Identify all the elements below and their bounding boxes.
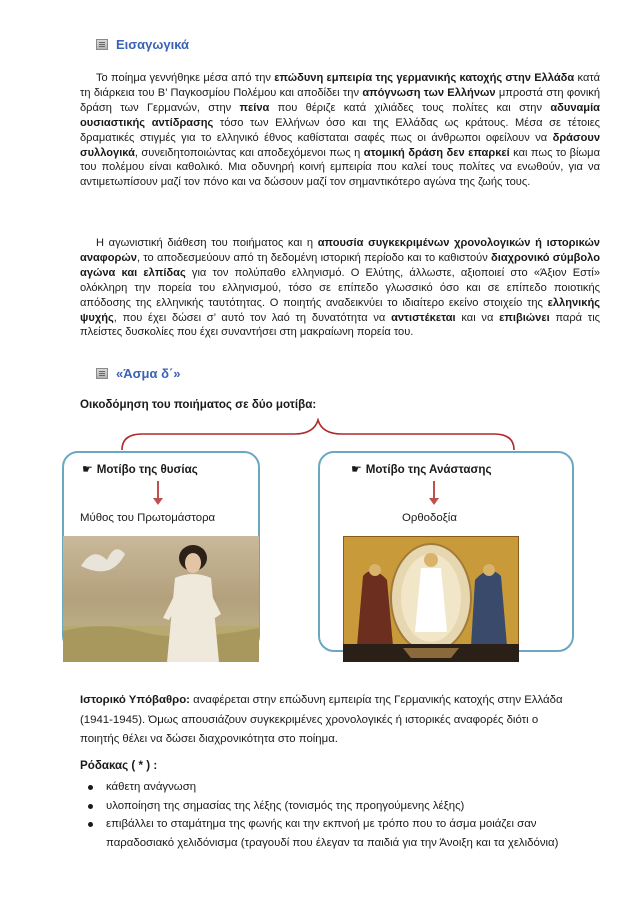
emphasis-text: αντιστέκεται <box>391 311 456 324</box>
brace-path <box>122 420 514 450</box>
emphasis-text: αδυναμία ουσιαστικής αντίδρασης <box>80 101 600 129</box>
emphasis-text: δράσουν συλλογικά <box>80 131 600 159</box>
arrow-line-right <box>433 481 435 499</box>
background-paragraph <box>80 691 580 750</box>
rodakas-list <box>82 778 602 852</box>
document-icon <box>96 39 108 50</box>
motive-sacrifice <box>82 462 198 476</box>
asma-heading <box>96 366 181 381</box>
resurrection-icon-illustration <box>343 536 519 662</box>
motive-resurrection <box>351 462 492 476</box>
paragraph-text: Η αγωνιστική διάθεση του ποιήματος και η <box>96 237 318 249</box>
emphasis-text: απουσία συγκεκριμένων χρονολογικών ή ιστορικών αναφορών <box>80 237 600 264</box>
emphasis-text: διαχρονικό σύμβολο αγώνα και ελπίδας <box>80 251 600 279</box>
background-label: Ιστορικό Υπόβαθρο: <box>80 694 190 706</box>
intro-heading <box>96 37 189 52</box>
paragraph-text: και να <box>455 311 500 324</box>
emphasis-text: απόγνωση των Ελλήνων <box>362 86 496 99</box>
pointing-hand-icon: ☛ <box>82 462 93 476</box>
prwtomastoras-illustration <box>63 536 259 662</box>
emphasis-text: επώδυνη εμπειρία της γερμανικής κατοχής στην Ελλάδα <box>274 72 575 84</box>
rodakas-heading: Ρόδακας ( * ) : <box>80 759 158 772</box>
arrow-down-icon <box>153 498 163 505</box>
brace-connector <box>118 418 518 452</box>
paragraph-text: μπροστά στη φονική δράση των Γερμανών, στην <box>80 86 600 114</box>
list-item: κάθετη ανάγνωση <box>82 778 602 797</box>
sub-resurrection: Ορθοδοξία <box>402 512 457 524</box>
paragraph-text: , συνειδητοποιώντας και αποδεχόμενοι πως η <box>134 146 364 159</box>
paragraph-text: και πως το βίωμα του πολέμου είναι καθολικό. Μια οδυνηρή κοινή εμπειρία που καλεί τους πολίτες να ενωθούν, για να αντιμετωπίσουν μαζί τον πόνο και να δώσουν μαζί τον σημαντικότερο αγώνα της ζωής τους. <box>80 146 600 189</box>
intro-title: Εισαγωγικά <box>116 37 190 52</box>
emphasis-text: ελληνικής ψυχής <box>80 296 600 324</box>
arrow-down-icon <box>429 498 439 505</box>
paragraph-text: που θέριζε κατά χιλιάδες τους πολίτες και στην <box>269 101 551 114</box>
asma-title: «Άσμα δ΄» <box>116 366 181 381</box>
structure-heading: Οικοδόμηση του ποιήματος σε δύο μοτίβα: <box>80 398 317 411</box>
sub-sacrifice: Μύθος του Πρωτομάστορα <box>80 512 216 524</box>
arrow-line-left <box>157 481 159 499</box>
intro-paragraph-1 <box>80 71 600 190</box>
list-item: επιβάλλει το σταμάτημα της φωνής και την εκπνοή με τρόπο που το άσμα μοιάζει σαν παραδοσιακό χελιδόνισμα (τραγουδί που έλεγαν τα παιδιά για την Άνοιξη και τα χελιδόνια) <box>82 815 602 852</box>
paragraph-text: παρά τις πλείστες δυσκολίες που έχει συναντήσει στη μακραίωνη πορεία του. <box>80 311 601 339</box>
paragraph-text: , που έχει δώσει σ’ αυτό τον λαό τη δυνατότητα να <box>113 311 392 324</box>
paragraph-text: κατά τη διάρκεια του Β’ Παγκοσμίου Πολέμου και αποδίδει την <box>80 72 600 99</box>
motive-resurrection-label: Μοτίβο της Ανάστασης <box>365 463 492 476</box>
list-item: υλοποίηση της σημασίας της λέξης (τονισμός της προηγούμενης λέξης) <box>82 797 602 816</box>
document-icon <box>96 368 108 379</box>
paragraph-text: για τον πολύπαθο ελληνισμό. Ο Ελύτης, άλλωστε, αξιοποιεί στο «Άξιον Εστί» ολόκληρη την πορεία του ελληνισμού, τόσο σε επίπεδο γλωσσικό όσο και σε επίπεδο ποιοτικής απόδοσης της ελληνικής ταυτότητας. Ο ποιητής αναδεικνύει το ιδιαίτερο εκείνο στοιχείο της <box>80 266 601 309</box>
background-text: αναφέρεται στην επώδυνη εμπειρία της Γερμανικής κατοχής στην Ελλάδα (1941-1945). Όμως απουσιάζουν συγκεκριμένες χρονολογικές ή ιστορικές αναφορές διότι ο ποιητής θέλει να δώσει διαχρονικότητα στο ποίημα. <box>80 694 563 745</box>
emphasis-text: ατομική δράση δεν επαρκεί <box>363 146 510 159</box>
paragraph-text: , το αποδεσμεύουν από τη δεδομένη ιστορική περίοδο και το καθιστούν <box>136 251 492 264</box>
emphasis-text: πείνα <box>239 101 270 114</box>
paragraph-text: Το ποίημα γεννήθηκε μέσα από την <box>96 72 275 84</box>
emphasis-text: επιβιώνει <box>499 311 550 324</box>
paragraph-text: τόσο των Ελλήνων όσο και της Ελλάδας ως κράτους. Μέσα σε τέτοιες δραματικές στιγμές για το ελληνικό έθνος καθίσταται σαφές πως οι άνθρωποι οφείλουν να <box>80 116 600 144</box>
motive-sacrifice-label: Μοτίβο της θυσίας <box>96 463 198 476</box>
pointing-hand-icon: ☛ <box>351 462 362 476</box>
intro-paragraph-2 <box>80 236 600 340</box>
